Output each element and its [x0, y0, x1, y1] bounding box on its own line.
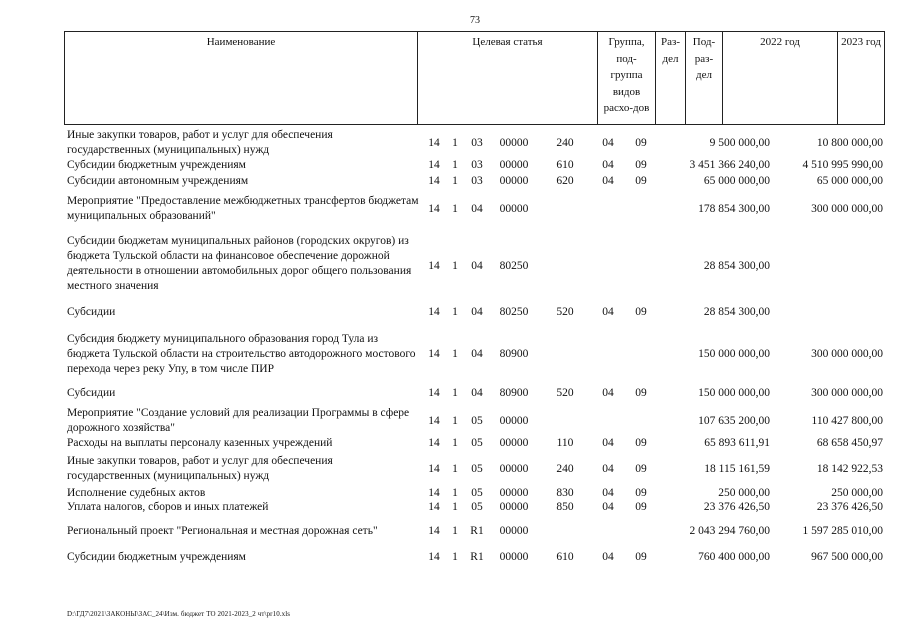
- table-row: [0, 436, 905, 451]
- cell-t3: 05: [471, 463, 483, 475]
- cell-y2022: 65 893 611,91: [704, 437, 770, 449]
- cell-t4: 00000: [499, 137, 529, 149]
- cell-t3: 04: [471, 260, 483, 272]
- cell-y2023: 18 142 922,53: [816, 463, 883, 475]
- cell-y2022: 107 635 200,00: [698, 415, 770, 427]
- cell-t1: 14: [428, 203, 440, 215]
- cell-y2022: 178 854 300,00: [698, 203, 770, 215]
- cell-t1: 14: [428, 306, 440, 318]
- table-row: [0, 128, 905, 158]
- table-row: [0, 486, 905, 501]
- cell-y2022: 2 043 294 760,00: [689, 525, 770, 537]
- cell-t4: 80900: [499, 387, 529, 399]
- cell-t1: 14: [428, 159, 440, 171]
- row-name: Субсидии: [67, 387, 116, 399]
- cell-subsection: 09: [635, 159, 647, 171]
- cell-y2023: 10 800 000,00: [816, 137, 883, 149]
- cell-subsection: 09: [635, 387, 647, 399]
- cell-y2022: 18 115 161,59: [704, 463, 770, 475]
- header-year-2022: 2022 год: [722, 32, 837, 124]
- cell-t2: 1: [452, 463, 458, 475]
- table-row: [0, 550, 905, 565]
- cell-t1: 14: [428, 501, 440, 513]
- table-row: [0, 524, 905, 539]
- cell-y2023: 65 000 000,00: [816, 175, 883, 187]
- row-name: Региональный проект "Региональная и местная дорожная сеть": [67, 525, 378, 537]
- table-row: [0, 305, 905, 320]
- cell-t3: R1: [470, 551, 484, 563]
- cell-y2022: 28 854 300,00: [703, 260, 770, 272]
- cell-t1: 14: [428, 437, 440, 449]
- cell-t1: 14: [428, 175, 440, 187]
- cell-y2023: 300 000 000,00: [811, 387, 883, 399]
- cell-group: 620: [556, 175, 574, 187]
- cell-t1: 14: [428, 137, 440, 149]
- cell-subsection: 09: [635, 551, 647, 563]
- cell-group: 520: [556, 306, 574, 318]
- table-row: [0, 406, 905, 436]
- cell-section: 04: [602, 463, 614, 475]
- cell-t4: 00000: [499, 415, 529, 427]
- cell-section: 04: [602, 551, 614, 563]
- table-row: [0, 194, 905, 224]
- cell-subsection: 09: [635, 463, 647, 475]
- cell-t1: 14: [428, 415, 440, 427]
- cell-t4: 00000: [499, 437, 529, 449]
- cell-y2023: 68 658 450,97: [816, 437, 883, 449]
- row-name: Субсидии бюджетным учреждениям: [67, 159, 246, 171]
- table-row: [0, 158, 905, 173]
- cell-t1: 14: [428, 348, 440, 360]
- cell-t3: 03: [471, 159, 483, 171]
- cell-t1: 14: [428, 463, 440, 475]
- cell-t1: 14: [428, 260, 440, 272]
- cell-t3: 05: [471, 437, 483, 449]
- cell-t3: 04: [471, 203, 483, 215]
- cell-t4: 00000: [499, 551, 529, 563]
- file-path-footer: D:\ГД7\2021\ЗАКОНЫ\ЗАС_24\Изм. бюджет ТО 2021-2023_2 чт\pr10.xls: [67, 610, 291, 618]
- cell-t4: 80250: [499, 306, 529, 318]
- cell-t4: 00000: [499, 487, 529, 499]
- cell-y2023: 967 500 000,00: [811, 551, 883, 563]
- cell-section: 04: [602, 487, 614, 499]
- row-name: Мероприятие "Предоставление межбюджетных трансфертов бюджетам муниципальных образований": [67, 195, 419, 222]
- cell-y2022: 28 854 300,00: [703, 306, 770, 318]
- table-row: [0, 500, 905, 515]
- cell-t3: 05: [471, 415, 483, 427]
- table-row: [0, 174, 905, 189]
- cell-t2: 1: [452, 525, 458, 537]
- row-name: Субсидии бюджетам муниципальных районов (городских округов) из бюджета Тульской области на финансовое обеспечение дорожной деятельности в отношении автомобильных дорог общего пользования местного значения: [67, 235, 412, 292]
- row-name: Мероприятие "Создание условий для реализации Программы в сфере дорожного хозяйства": [67, 407, 410, 434]
- cell-y2023: 250 000,00: [831, 487, 883, 499]
- cell-t2: 1: [452, 487, 458, 499]
- cell-t4: 00000: [499, 175, 529, 187]
- cell-group: 240: [556, 463, 574, 475]
- cell-group: 610: [556, 159, 574, 171]
- table-row: [0, 386, 905, 401]
- cell-y2023: 110 427 800,00: [811, 415, 883, 427]
- cell-group: 520: [556, 387, 574, 399]
- cell-y2023: 1 597 285 010,00: [802, 525, 883, 537]
- cell-section: 04: [602, 159, 614, 171]
- cell-subsection: 09: [635, 487, 647, 499]
- table-row: [0, 332, 905, 377]
- cell-section: 04: [602, 306, 614, 318]
- cell-section: 04: [602, 387, 614, 399]
- cell-y2022: 150 000 000,00: [698, 348, 770, 360]
- header-subsection: Под-раз-дел: [685, 32, 722, 124]
- row-name: Иные закупки товаров, работ и услуг для обеспечения государственных (муниципальных) нужд: [67, 129, 333, 156]
- cell-t4: 80900: [499, 348, 529, 360]
- table-row: [0, 234, 905, 298]
- cell-subsection: 09: [635, 437, 647, 449]
- cell-y2022: 23 376 426,50: [703, 501, 770, 513]
- cell-section: 04: [602, 437, 614, 449]
- cell-section: 04: [602, 137, 614, 149]
- row-name: Уплата налогов, сборов и иных платежей: [67, 501, 269, 513]
- cell-y2022: 3 451 366 240,00: [689, 159, 770, 171]
- cell-t2: 1: [452, 415, 458, 427]
- cell-t2: 1: [452, 306, 458, 318]
- cell-group: 850: [556, 501, 574, 513]
- cell-t1: 14: [428, 387, 440, 399]
- cell-subsection: 09: [635, 501, 647, 513]
- row-name: Субсидии автономным учреждениям: [67, 175, 249, 187]
- cell-t2: 1: [452, 551, 458, 563]
- cell-y2023: 4 510 995 990,00: [802, 159, 883, 171]
- cell-t2: 1: [452, 260, 458, 272]
- cell-t4: 00000: [499, 525, 529, 537]
- cell-t3: 03: [471, 137, 483, 149]
- cell-subsection: 09: [635, 175, 647, 187]
- row-name: Исполнение судебных актов: [67, 487, 206, 499]
- cell-y2022: 250 000,00: [718, 487, 770, 499]
- cell-section: 04: [602, 175, 614, 187]
- cell-t2: 1: [452, 175, 458, 187]
- cell-t3: 04: [471, 348, 483, 360]
- cell-t3: 05: [471, 487, 483, 499]
- header-year-2023: 2023 год: [837, 32, 884, 124]
- cell-y2023: 23 376 426,50: [816, 501, 883, 513]
- cell-group: 610: [556, 551, 574, 563]
- cell-t2: 1: [452, 501, 458, 513]
- page-number: 73: [470, 15, 480, 26]
- cell-t4: 00000: [499, 463, 529, 475]
- cell-t2: 1: [452, 437, 458, 449]
- cell-y2022: 760 400 000,00: [698, 551, 770, 563]
- cell-t4: 80250: [499, 260, 529, 272]
- cell-t1: 14: [428, 551, 440, 563]
- row-name: Иные закупки товаров, работ и услуг для обеспечения государственных (муниципальных) нужд: [67, 455, 333, 482]
- cell-t3: 05: [471, 501, 483, 513]
- header-expense-group: Группа, под-группа видов расхо-дов: [597, 32, 655, 124]
- row-name: Субсидии: [67, 306, 116, 318]
- cell-t1: 14: [428, 487, 440, 499]
- cell-t4: 00000: [499, 501, 529, 513]
- cell-t1: 14: [428, 525, 440, 537]
- row-name: Субсидии бюджетным учреждениям: [67, 551, 246, 563]
- cell-section: 04: [602, 501, 614, 513]
- cell-y2023: 300 000 000,00: [811, 348, 883, 360]
- cell-t3: 04: [471, 387, 483, 399]
- cell-group: 830: [556, 487, 574, 499]
- cell-subsection: 09: [635, 137, 647, 149]
- cell-t2: 1: [452, 348, 458, 360]
- cell-t4: 00000: [499, 203, 529, 215]
- cell-t2: 1: [452, 137, 458, 149]
- header-section: Раз-дел: [655, 32, 685, 124]
- header-target-article: Целевая статья: [417, 32, 597, 124]
- cell-y2022: 150 000 000,00: [698, 387, 770, 399]
- cell-group: 110: [556, 437, 574, 449]
- cell-t3: 04: [471, 306, 483, 318]
- cell-y2023: 300 000 000,00: [811, 203, 883, 215]
- cell-t2: 1: [452, 387, 458, 399]
- cell-subsection: 09: [635, 306, 647, 318]
- cell-t3: 03: [471, 175, 483, 187]
- cell-y2022: 9 500 000,00: [709, 137, 770, 149]
- cell-t2: 1: [452, 203, 458, 215]
- header-name: Наименование: [206, 36, 276, 48]
- cell-y2022: 65 000 000,00: [703, 175, 770, 187]
- cell-group: 240: [556, 137, 574, 149]
- row-name: Субсидия бюджету муниципального образования город Тула из бюджета Тульской области на строительство автодорожного мостового перехода через реку Упу, в том числе ПИР: [67, 333, 416, 375]
- row-name: Расходы на выплаты персоналу казенных учреждений: [67, 437, 333, 449]
- cell-t2: 1: [452, 159, 458, 171]
- table-row: [0, 454, 905, 484]
- cell-t3: R1: [470, 525, 484, 537]
- table-header: [64, 31, 885, 125]
- cell-t4: 00000: [499, 159, 529, 171]
